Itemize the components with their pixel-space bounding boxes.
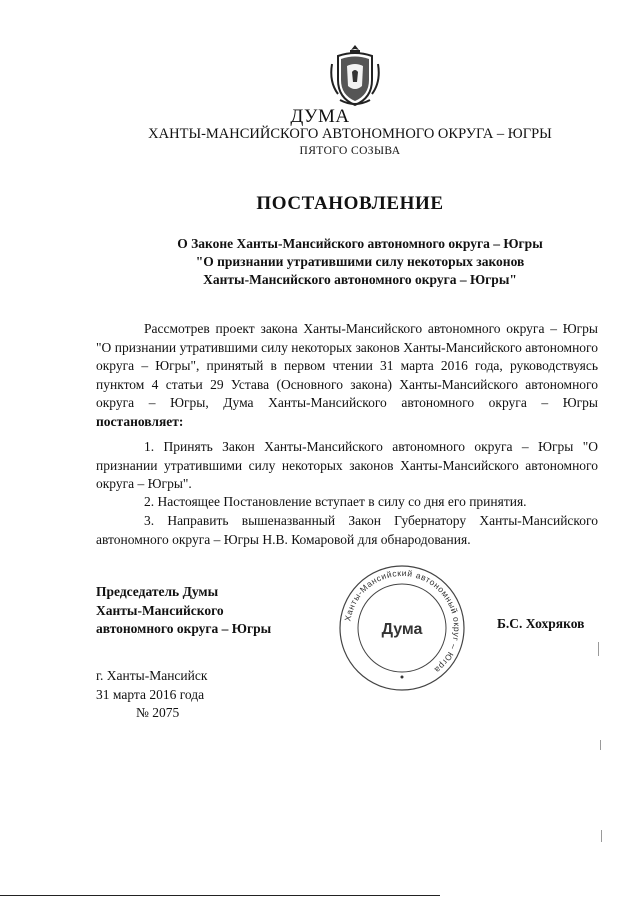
convocation-title: ПЯТОГО СОЗЫВА xyxy=(299,145,401,157)
signer-title xyxy=(96,583,271,639)
date: 31 марта 2016 года xyxy=(96,686,205,702)
document-type: ПОСТАНОВЛЕНИЕ xyxy=(256,193,444,214)
item-2-paragraph xyxy=(96,493,598,512)
scan-artifact xyxy=(600,740,601,750)
signer-title-line-2: Ханты-Мансийского xyxy=(96,602,224,618)
place-and-date xyxy=(96,667,207,723)
signer-title-line-3: автономного округа – Югры xyxy=(96,621,272,636)
scan-artifact xyxy=(601,830,602,842)
item-1-paragraph xyxy=(96,438,598,494)
item-2-text: 2. Настоящее Постановление вступает в силу со дня его принятия. xyxy=(144,494,527,509)
subject-line-3: Ханты-Мансийского автономного округа – Югры" xyxy=(203,272,517,287)
signer-title-line-1: Председатель Думы xyxy=(96,584,219,599)
footer-divider xyxy=(0,895,440,896)
item-3-paragraph xyxy=(96,512,598,549)
city: г. Ханты-Мансийск xyxy=(96,668,208,683)
document-number: № 2075 xyxy=(136,705,180,720)
preamble-text: Рассмотрев проект закона Ханты-Мансийского автономного округа – Югры "О признании утратившими силу некоторых законов Ханты-Мансийского автономного округа – Югры", принятый в первом чтении 31 марта 2016 года, руководствуясь пунктом 4 статьи 29 Устава (Основного закона) Ханты-Мансийского автономного округа – Югры, Дума Ханты-Мансийского автономного округа – Югры xyxy=(96,321,598,410)
signer-name: Б.С. Хохряков xyxy=(497,616,585,631)
item-1-text: 1. Принять Закон Ханты-Мансийского автономного округа – Югры "О признании утратившими силу некоторых законов Ханты-Мансийского автономного округа – Югры". xyxy=(96,439,598,491)
preamble-paragraph xyxy=(96,320,598,431)
stamp-center-text: Дума xyxy=(381,621,423,638)
stamp-ring-text: Ханты-Мансийский автономный округ – Югра xyxy=(342,567,463,676)
organization-title: ДУМА xyxy=(290,106,350,127)
coat-of-arms-emblem xyxy=(326,42,384,108)
subject-line-2: "О признании утратившими силу некоторых законов xyxy=(195,254,525,269)
official-stamp xyxy=(337,563,467,693)
item-3-text: 3. Направить вышеназванный Закон Губернатору Ханты-Мансийского автономного округа – Югры Н.В. Комаровой для обнародования. xyxy=(96,513,598,547)
region-title: ХАНТЫ-МАНСИЙСКОГО АВТОНОМНОГО ОКРУГА – ЮГРЫ xyxy=(148,126,552,142)
preamble-decision: постановляет: xyxy=(96,413,184,429)
scan-artifact xyxy=(598,642,599,656)
subject-line-1: О Законе Ханты-Мансийского автономного округа – Югры xyxy=(177,236,543,251)
